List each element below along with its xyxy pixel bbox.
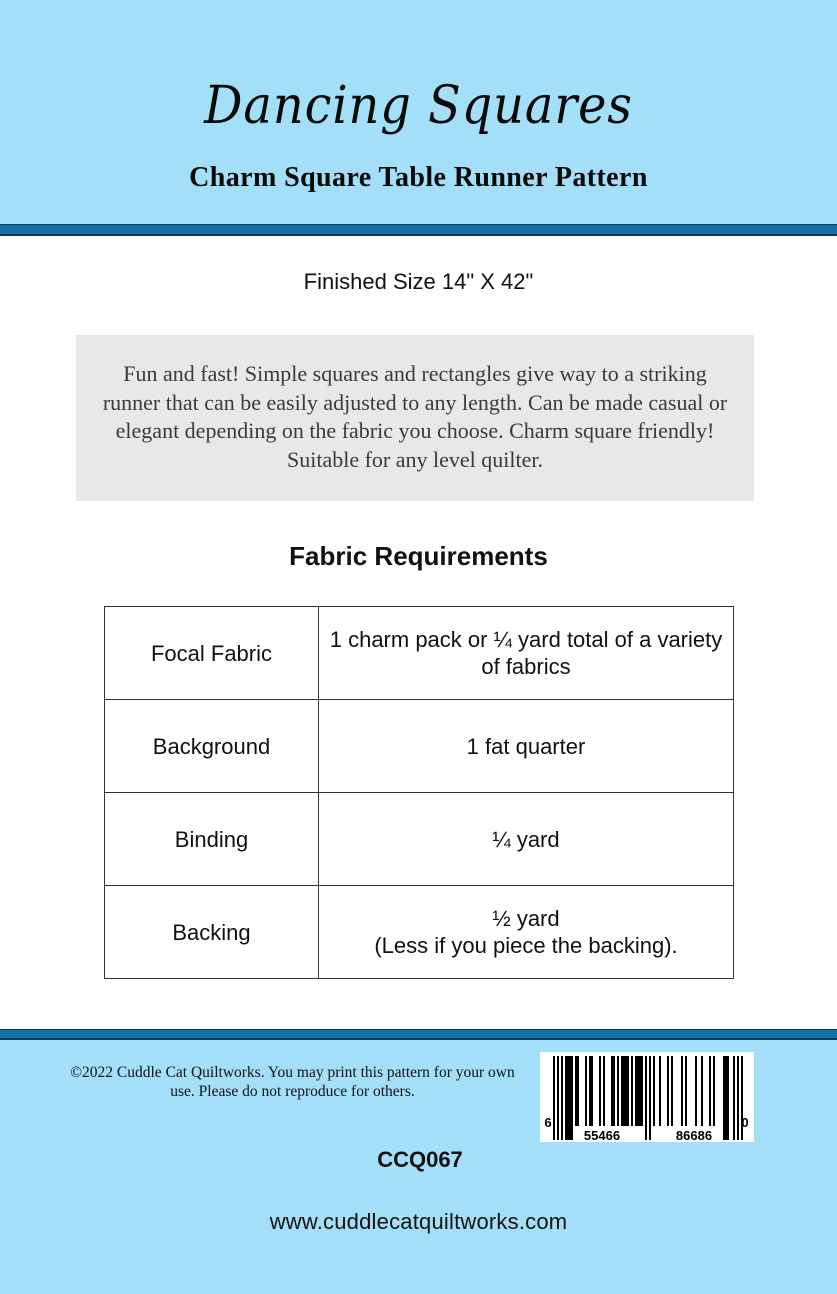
table-row	[105, 793, 734, 886]
barcode-icon	[540, 1052, 754, 1142]
website-link[interactable]: www.cuddlecatquiltworks.com	[269, 1209, 568, 1234]
pattern-subtitle: Charm Square Table Runner Pattern	[189, 162, 648, 193]
fabric-amount: 1 fat quarter	[319, 700, 734, 793]
table-row	[105, 886, 734, 979]
barcode-first-digit: 6	[544, 1115, 552, 1130]
table-row	[105, 700, 734, 793]
fabric-requirements-heading: Fabric Requirements	[289, 541, 548, 571]
table-row	[105, 607, 734, 700]
finished-size: Finished Size 14" X 42"	[303, 269, 534, 294]
fabric-item: Backing	[105, 886, 319, 979]
fabric-amount-cell	[319, 886, 734, 979]
pattern-title: Dancing Squares	[204, 76, 633, 136]
fabric-item: Focal Fabric	[105, 607, 319, 700]
barcode-right-group: 86686	[675, 1128, 713, 1142]
copyright-notice: ©2022 Cuddle Cat Quiltworks. You may print this pattern for your own use. Please do not reproduce for others.	[70, 1064, 515, 1100]
fabric-amount: ½ yard	[492, 906, 560, 931]
barcode-left-group: 55466	[583, 1128, 621, 1142]
header-divider-band	[0, 224, 837, 236]
fabric-item: Background	[105, 700, 319, 793]
header-banner	[0, 0, 837, 224]
description-box	[76, 335, 754, 501]
fabric-amount: ¼ yard	[319, 793, 734, 886]
footer-divider-band	[0, 1029, 837, 1040]
fabric-note: (Less if you piece the backing).	[374, 933, 678, 958]
upc-barcode	[540, 1052, 754, 1142]
product-code: CCQ067	[377, 1147, 463, 1172]
fabric-item: Binding	[105, 793, 319, 886]
fabric-amount: 1 charm pack or ¼ yard total of a variety of fabrics	[319, 607, 734, 700]
fabric-requirements-table	[104, 606, 734, 979]
barcode-check-digit: 0	[741, 1115, 749, 1130]
description-text: Fun and fast! Simple squares and rectangles give way to a striking runner that can be easily adjusted to any length. Can be made casual or elegant depending on the fabric you choose. Charm square friendly! Suitable for any level quilter.	[102, 361, 728, 472]
